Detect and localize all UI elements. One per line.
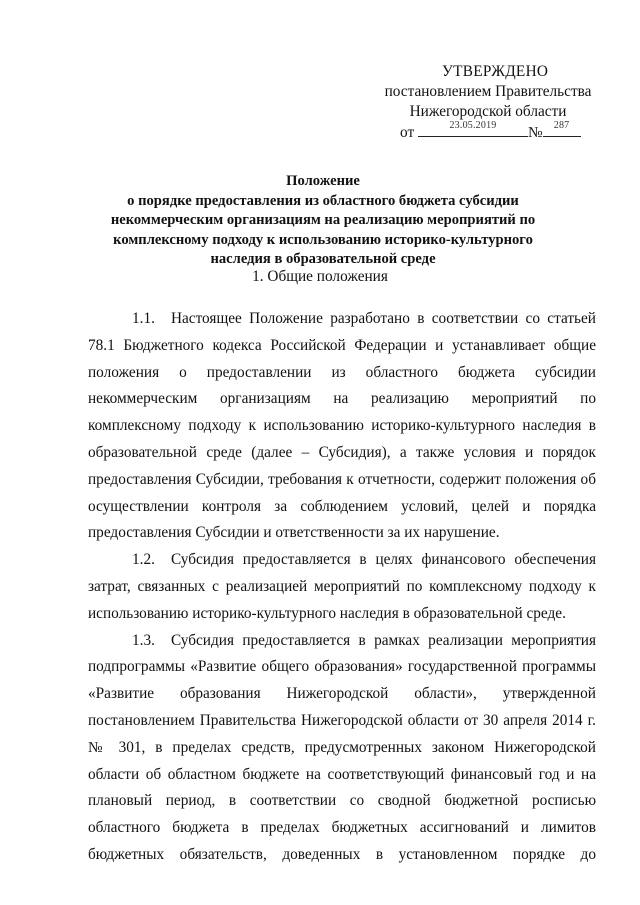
paragraph-1-3-line: постановлением Правительства Нижегородской области от 30 апреля 2014 г. [88, 711, 596, 729]
document-body [88, 306, 596, 869]
number-value: 287 [553, 120, 570, 131]
title-line-3: некоммерческим организациям на реализацию мероприятий по [110, 212, 536, 228]
title-line-1: Положение [286, 173, 360, 189]
number-prefix: № [527, 124, 543, 141]
date-value: 23.05.2019 [449, 120, 497, 131]
date-blank [418, 122, 528, 137]
section-heading: 1. Общие положения [252, 268, 388, 285]
paragraph-1-3-line: № 301, в пределах средств, предусмотренных законом Нижегородской [88, 738, 596, 756]
paragraph-1-3-line: плановый период, в соответствии со сводной бюджетной росписью [88, 792, 596, 810]
paragraph-1-3-line: областного бюджета в пределах бюджетных ассигнований и лимитов [88, 819, 596, 837]
paragraph-1-1-line: осуществлении контроля за соблюдением условий, целей и порядка [88, 497, 596, 515]
paragraph-1-1-line: предоставления Субсидии, требования к отчетности, содержит положения об [88, 470, 596, 488]
paragraph-1-2-line: затрат, связанных с реализацией мероприятий по комплексному подходу к [88, 577, 596, 595]
paragraph-1-1-line: 78.1 Бюджетного кодекса Российской Федерации и устанавливает общие [88, 336, 596, 354]
paragraph-number: 1.2. [132, 551, 155, 569]
title-line-5: наследия в образовательной среде [210, 251, 436, 267]
approval-line-2: постановлением Правительства [384, 83, 592, 100]
paragraph-1-3-line: «Развитие образования Нижегородской области», утвержденной [88, 685, 596, 703]
approval-line-3: Нижегородской области [409, 103, 567, 120]
paragraph-1-1-line: положения о предоставлении из областного бюджета субсидии [88, 363, 596, 381]
paragraph-1-3-line: бюджетных обязательств, доведенных в установленном порядке до [88, 845, 596, 863]
document-title [80, 172, 566, 270]
approval-date-row [372, 122, 604, 143]
title-line-2: о порядке предоставления из областного бюджета субсидии [127, 192, 519, 209]
paragraph-1-3-line: области об областном бюджете на соответствующий финансовый год и на [88, 765, 596, 783]
paragraph-1-1-line: образовательной среде (далее – Субсидия), а также условия и порядок [88, 443, 596, 461]
paragraph-1-1-line: некоммерческим организациям на реализацию мероприятий по [88, 390, 596, 408]
paragraph-1-1-line: комплексному подходу к использованию историко-культурного наследия в [88, 417, 596, 435]
date-prefix: от [400, 124, 415, 141]
title-line-4: комплексному подходу к использованию историко-культурного [113, 231, 533, 248]
paragraph-number: 1.3. [132, 631, 155, 649]
paragraph-1-1-line: 1.1. Настоящее Положение разработано в соответствии со статьей [88, 306, 596, 333]
paragraph-1-2-line: использованию историко-культурного наследия в образовательной среде. [88, 604, 566, 622]
approval-heading: УТВЕРЖДЕНО [442, 63, 549, 80]
paragraph-1-2-line: 1.2. Субсидия предоставляется в целях финансового обеспечения [88, 547, 596, 574]
number-blank [543, 122, 581, 137]
paragraph-1-3-line: подпрограммы «Развитие общего образования» государственной программы [88, 658, 596, 676]
paragraph-1-1-line: предоставления Субсидии и ответственности за их нарушение. [88, 524, 500, 542]
approval-stamp [372, 62, 604, 143]
paragraph-1-3-line: 1.3. Субсидия предоставляется в рамках реализации мероприятия [88, 628, 596, 655]
paragraph-number: 1.1. [132, 310, 155, 327]
